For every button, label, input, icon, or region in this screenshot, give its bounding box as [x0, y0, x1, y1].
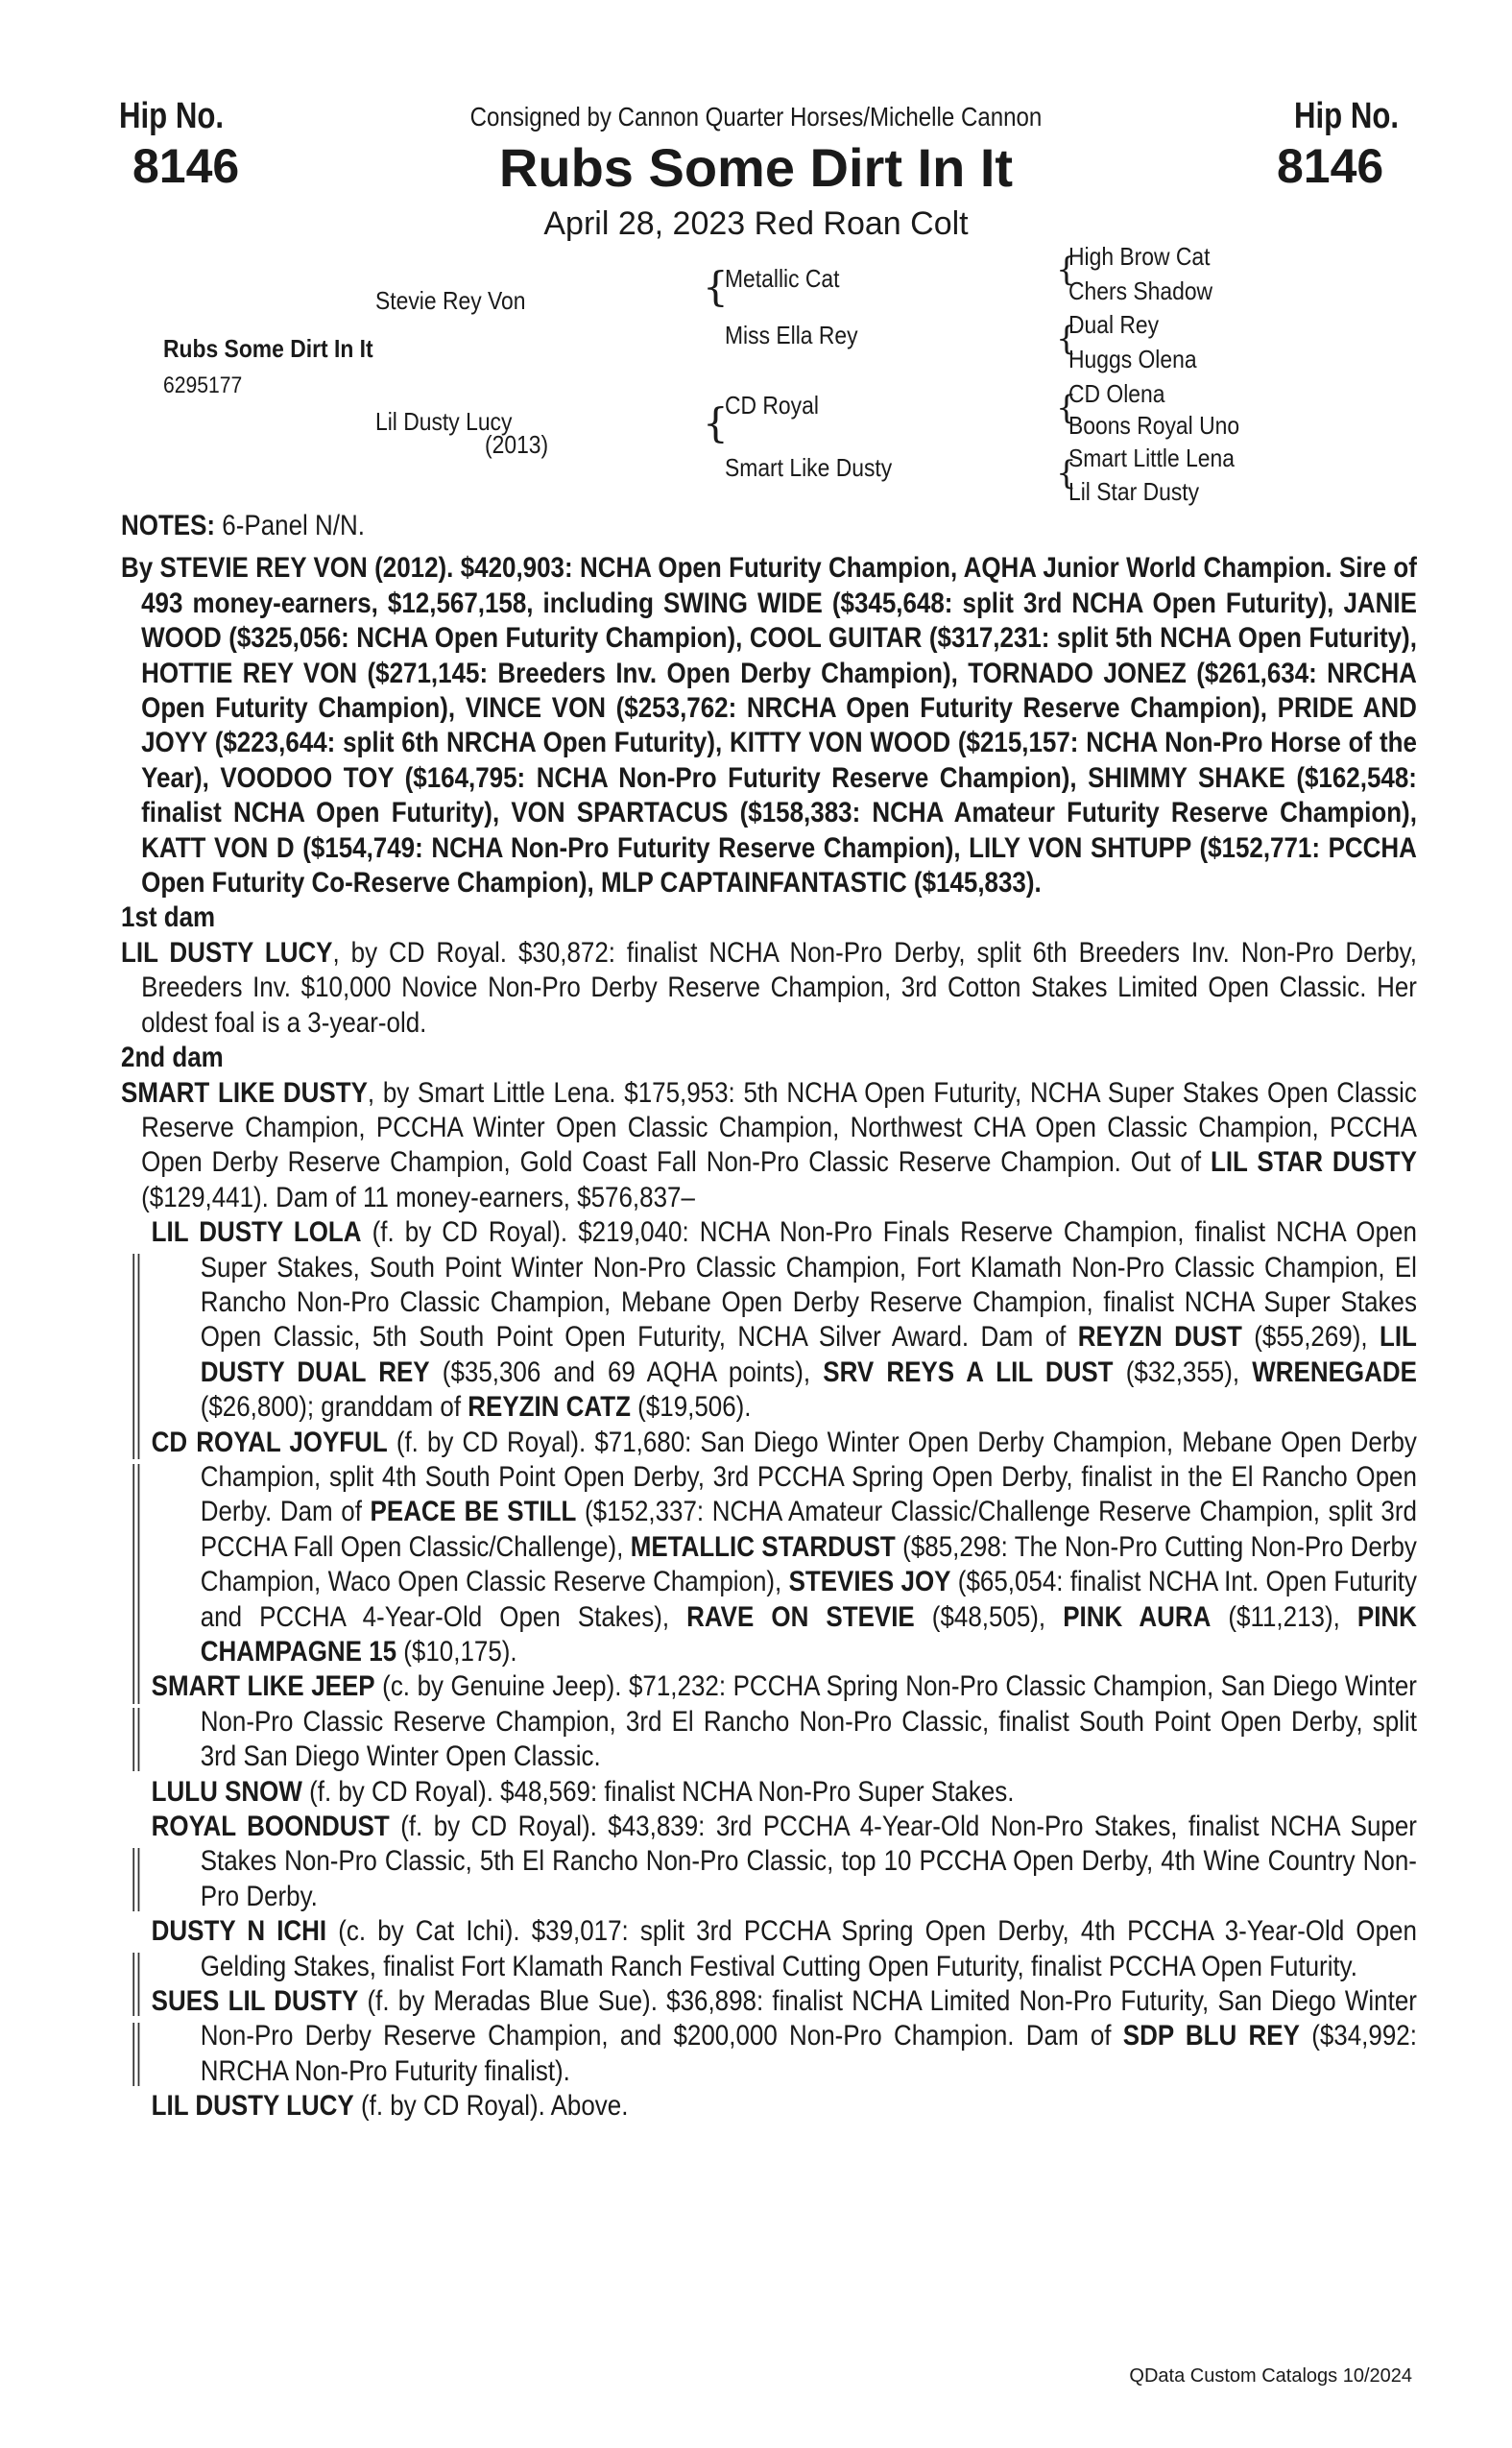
- produce-bar: [132, 1708, 139, 1771]
- second-dam-text: , by Smart Little Lena. $175,953: 5th NCHA Open Futurity, NCHA Super Stakes Open Classic Reserve Champion, PCCHA Winter Open Classic Champion, Northwest CHA Open Classic Champion, PCCHA Open Derby Reserve Champion, Gold Coast Fall Non-Pro Classic Reserve Champion. Out of: [141, 1076, 1417, 1179]
- consignor: Consigned by Cannon Quarter Horses/Michelle Cannon: [469, 102, 1043, 132]
- brace-dam: {: [703, 399, 729, 446]
- brace-g3-4: {: [1056, 454, 1077, 492]
- g3-chers-shadow: Chers Shadow: [1068, 276, 1213, 305]
- sire-paragraph: By STEVIE REY VON (2012). $420,903: NCHA Open Futurity Champion, AQHA Junior World Champion. Sire of 493 money-earners, $12,567,158, including SWING WIDE ($345,648: split 3rd NCHA Open Futurity), JANIE WOOD ($325,056: NCHA Open Futurity Champion), COOL GUITAR ($317,231: split 5th NCHA Open Futurity), HOTTIE REY VON ($271,145: Breeders Inv. Open Derby Champion), TORNADO JONEZ ($261,634: NRCHA Open Futurity Champion), VINCE VON ($253,762: NRCHA Open Futurity Reserve Champion), PRIDE AND JOYY ($223,644: split 6th NRCHA Open Futurity), KITTY VON WOOD ($215,157: NCHA Non-Pro Horse of the Year), VOODOO TOY ($164,795: NCHA Non-Pro Futurity Reserve Champion), SHIMMY SHAKE ($162,548: finalist NCHA Open Futurity), VON SPARTACUS ($158,383: NCHA Amateur Futurity Reserve Champion), KATT VON D ($154,749: NCHA Non-Pro Futurity Reserve Champion), LILY VON SHTUPP ($152,771: PCCHA Open Futurity Co-Reserve Champion), MLP CAPTAINFANTASTIC ($145,833).: [121, 552, 1417, 900]
- produce-sues-lil-dusty: SUES LIL DUSTY (f. by Meradas Blue Sue). $36,898: finalist NCHA Limited Non-Pro Futurity, San Diego Winter Non-Pro Derby Reserve Champion, and $200,000 Non-Pro Champion. Dam of SDP BLU REY ($34,992: NRCHA Non-Pro Futurity finalist).: [152, 1984, 1417, 2089]
- second-dam-text-end: ($129,441). Dam of 11 money-earners, $576,837–: [141, 1181, 695, 1213]
- pedigree-subject: Rubs Some Dirt In It: [163, 334, 373, 363]
- brace-g3-2: {: [1056, 320, 1077, 358]
- sire: Stevie Rey Von: [375, 286, 526, 315]
- dam-sire: CD Royal: [725, 391, 819, 420]
- produce-lil-dusty-lola: LIL DUSTY LOLA (f. by CD Royal). $219,040: NCHA Non-Pro Finals Reserve Champion, finalist NCHA Open Super Stakes, South Point Winter Non-Pro Classic Champion, Fort Klamath Non-Pro Classic Champion, El Rancho Non-Pro Classic Champion, Mebane Open Derby Reserve Champion, finalist NCHA Super Stakes Open Classic, 5th South Point Open Futurity, NCHA Silver Award. Dam of REYZN DUST ($55,269), LIL DUSTY DUAL REY ($35,306 and 69 AQHA points), SRV REYS A LIL DUST ($32,355), WRENEGADE ($26,800); granddam of REYZIN CATZ ($19,506).: [152, 1215, 1417, 1425]
- hip-number-right: 8146: [1277, 139, 1384, 193]
- second-dam-name: SMART LIKE DUSTY: [121, 1076, 368, 1109]
- g3-high-brow-cat: High Brow Cat: [1068, 242, 1211, 271]
- produce-name: DUSTY N ICHI: [151, 1915, 327, 1948]
- produce-name: LIL DUSTY LUCY: [151, 2090, 354, 2123]
- notes: [121, 509, 1417, 543]
- produce-cd-royal-joyful: CD ROYAL JOYFUL (f. by CD Royal). $71,680: San Diego Winter Open Derby Champion, Mebane Open Derby Champion, split 4th South Point Open Derby, 3rd PCCHA Spring Open Derby, finalist in the El Rancho Open Derby. Dam of PEACE BE STILL ($152,337: NCHA Amateur Classic/Challenge Reserve Champion, split 3rd PCCHA Fall Open Classic/Challenge), METALLIC STARDUST ($85,298: The Non-Pro Cutting Non-Pro Derby Champion, Waco Open Classic Reserve Champion), STEVIES JOY ($65,054: finalist NCHA Int. Open Futurity and PCCHA 4-Year-Old Open Stakes), RAVE ON STEVIE ($48,505), PINK AURA ($11,213), PINK CHAMPAGNE 15 ($10,175).: [152, 1426, 1417, 1670]
- g3-lil-star-dusty: Lil Star Dusty: [1068, 477, 1200, 506]
- produce-royal-boondust: ROYAL BOONDUST (f. by CD Royal). $43,839: 3rd PCCHA 4-Year-Old Non-Pro Stakes, finalist NCHA Super Stakes Non-Pro Classic, 5th El Rancho Non-Pro Classic, top 10 PCCHA Open Derby, 4th Wine Country Non-Pro Derby.: [152, 1810, 1417, 1914]
- brace-g3-1: {: [1056, 251, 1077, 289]
- g3-cd-olena: CD Olena: [1068, 379, 1165, 408]
- catalog-footer: QData Custom Catalogs 10/2024: [1129, 2365, 1412, 2387]
- hip-number-left: 8146: [132, 139, 240, 193]
- g3-huggs-olena: Huggs Olena: [1068, 345, 1197, 373]
- produce-dusty-n-ichi: DUSTY N ICHI (c. by Cat Ichi). $39,017: split 3rd PCCHA Spring Open Derby, 4th PCCHA 3-Year-Old Open Gelding Stakes, finalist Fort Klamath Ranch Festival Cutting Open Futurity, finalist PCCHA Open Futurity.: [152, 1914, 1417, 1984]
- hip-label-right: Hip No.: [1294, 96, 1400, 136]
- first-dam-paragraph: [121, 936, 1417, 1041]
- sire-dam: Miss Ella Rey: [725, 321, 858, 349]
- registration-number: 6295177: [163, 372, 243, 398]
- produce-lil-dusty-lucy: LIL DUSTY LUCY (f. by CD Royal). Above.: [151, 2090, 629, 2123]
- second-dam-heading: 2nd dam: [121, 1042, 224, 1074]
- produce-bar: [132, 1464, 139, 1704]
- first-dam-name: LIL DUSTY LUCY: [121, 936, 333, 969]
- produce-name: ROYAL BOONDUST: [151, 1811, 390, 1843]
- second-dam-paragraph: [121, 1076, 1417, 1216]
- g3-smart-little-lena: Smart Little Lena: [1068, 444, 1235, 472]
- foaling-info: April 28, 2023 Red Roan Colt: [543, 205, 969, 242]
- second-dam-out-of: LIL STAR DUSTY: [1210, 1146, 1417, 1179]
- hip-label-left: Hip No.: [119, 96, 225, 136]
- produce-bar: [132, 2023, 139, 2086]
- produce-bar: [132, 1848, 139, 1911]
- dam-dam: Smart Like Dusty: [725, 453, 893, 482]
- g3-dual-rey: Dual Rey: [1068, 310, 1160, 339]
- produce-name: SUES LIL DUSTY: [151, 1985, 359, 2018]
- horse-name: Rubs Some Dirt In It: [498, 137, 1014, 198]
- produce-name: LULU SNOW: [151, 1775, 302, 1808]
- notes-text: 6-Panel N/N.: [215, 510, 365, 541]
- g3-boons-royal-uno: Boons Royal Uno: [1068, 411, 1240, 440]
- produce-list: [121, 1215, 1417, 2124]
- produce-name: SMART LIKE JEEP: [151, 1670, 375, 1703]
- first-dam-text: , by CD Royal. $30,872: finalist NCHA Non-Pro Derby, split 6th Breeders Inv. Non-Pro Derby, Breeders Inv. $10,000 Novice Non-Pro Derby Reserve Champion, 3rd Cotton Stakes Limited Open Classic. Her oldest foal is a 3-year-old.: [141, 936, 1417, 1039]
- produce-lulu-snow: LULU SNOW (f. by CD Royal). $48,569: finalist NCHA Non-Pro Super Stakes.: [151, 1775, 1015, 1808]
- dam: Lil Dusty Lucy: [375, 407, 513, 436]
- brace-g3-3: {: [1056, 389, 1077, 427]
- produce-name: LIL DUSTY LOLA: [151, 1216, 362, 1249]
- brace-sire: {: [703, 263, 729, 310]
- sire-sire: Metallic Cat: [725, 264, 840, 293]
- produce-name: CD ROYAL JOYFUL: [151, 1426, 388, 1458]
- first-dam-heading: 1st dam: [121, 901, 216, 934]
- notes-label: NOTES:: [121, 510, 216, 541]
- catalog-body: [121, 509, 1417, 2124]
- produce-bar: [132, 1254, 139, 1459]
- dam-year: (2013): [485, 430, 549, 459]
- produce-bar: [132, 1953, 139, 2016]
- produce-smart-like-jeep: SMART LIKE JEEP (c. by Genuine Jeep). $71,232: PCCHA Spring Non-Pro Classic Champion, San Diego Winter Non-Pro Classic Reserve Champion, 3rd El Rancho Non-Pro Classic, finalist South Point Open Derby, split 3rd San Diego Winter Open Classic.: [152, 1669, 1417, 1774]
